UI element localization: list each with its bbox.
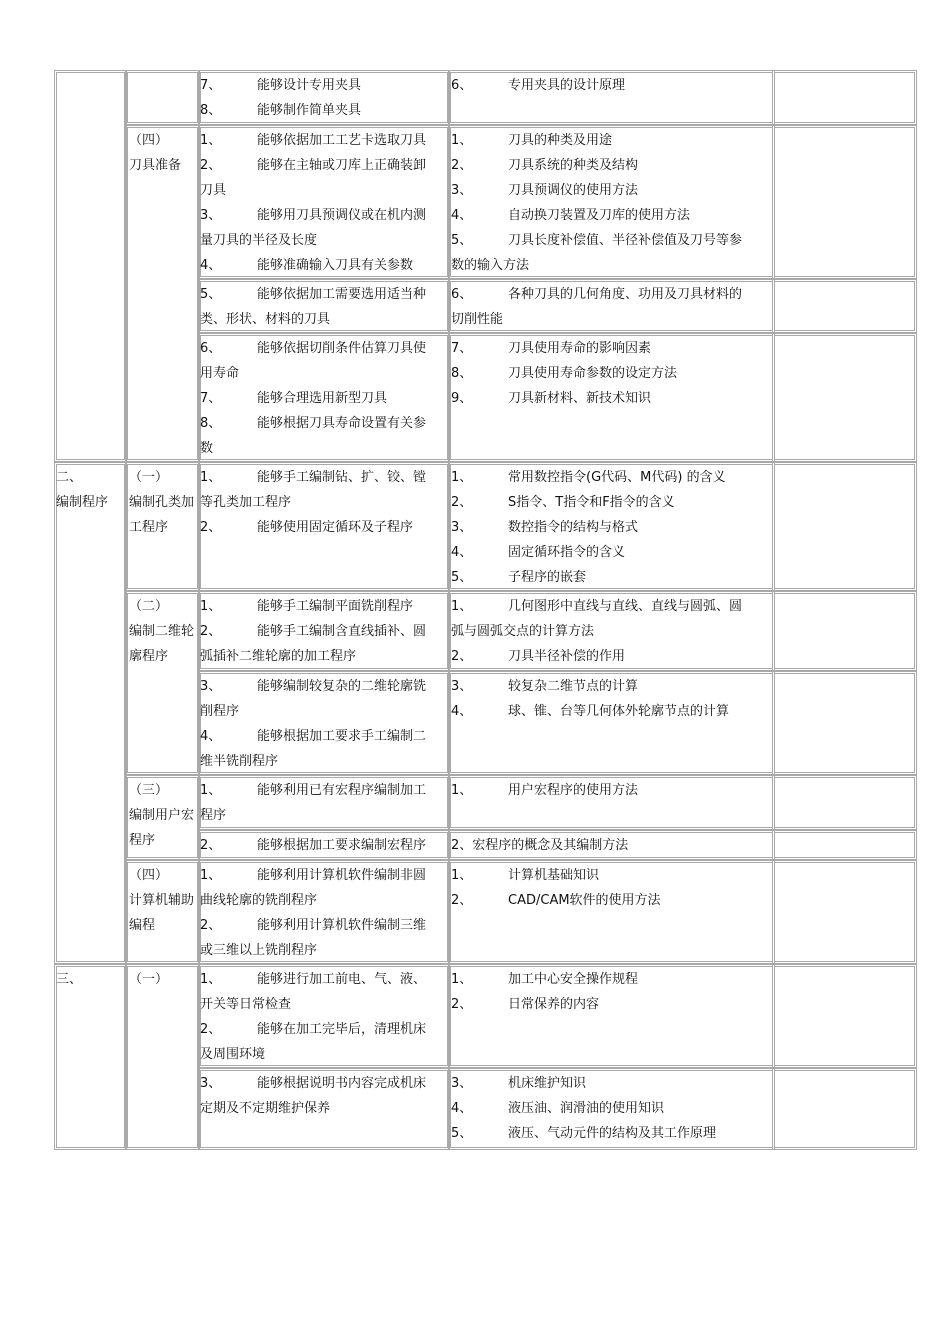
extra-cell [772, 964, 917, 1068]
item-text: 等孔类加工程序 [200, 495, 292, 510]
item-text: 量刀具的半径及长度 [200, 233, 318, 248]
item-text: 刀具 [200, 183, 227, 198]
text-line [200, 888, 426, 913]
text-line [200, 153, 426, 178]
extra-cell [772, 775, 917, 830]
item-text: 刀具预调仪的使用方法 [508, 183, 639, 198]
item-text: 日常保养的内容 [508, 997, 600, 1012]
item-text: 刀具的种类及用途 [508, 133, 613, 148]
text-line [200, 913, 426, 938]
item-text: 专用夹具的设计原理 [508, 78, 626, 93]
text-line [451, 336, 677, 361]
item-number: 2、 [200, 624, 222, 639]
text-line [451, 128, 742, 153]
text-line: 三、 [56, 972, 83, 987]
item-text: 能够根据刀具寿命设置有关参 [257, 416, 427, 431]
text-line [200, 253, 426, 278]
item-number: 1、 [200, 868, 222, 883]
item-text: 计算机基础知识 [508, 868, 600, 883]
item-text: 数 [200, 441, 214, 456]
extra-cell [772, 830, 917, 860]
text-line [200, 967, 426, 992]
item-number: 1、 [200, 783, 222, 798]
item-text: 刀具使用寿命的影响因素 [508, 341, 652, 356]
item-text: 较复杂二维节点的计算 [508, 679, 639, 694]
item-text: 能够在加工完毕后，清理机床 [257, 1022, 427, 1037]
text-line [451, 515, 726, 540]
text-line [451, 992, 638, 1017]
item-text: 能够依据加工需要选用适当种 [257, 287, 427, 302]
text-line [200, 336, 426, 361]
item-text: 及周围环境 [200, 1047, 266, 1062]
item-number: 2、 [451, 997, 473, 1012]
item-text: 数的输入方法 [451, 258, 530, 273]
item-text: 削程序 [200, 704, 240, 719]
text-line [451, 888, 661, 913]
text-line [451, 863, 661, 888]
item-text: 弧与圆弧交点的计算方法 [451, 624, 595, 639]
text-line: （四） [129, 133, 169, 148]
item-text: 开关等日常检查 [200, 997, 292, 1012]
item-number: 2、 [200, 520, 222, 535]
text-line [451, 778, 638, 803]
text-line: 工程序 [129, 520, 169, 535]
item-number: 5、 [200, 287, 222, 302]
extra-cell [772, 860, 917, 964]
item-text: 能够在主轴或刀库上正确装卸 [257, 158, 427, 173]
text-line [200, 1017, 426, 1042]
text-line [451, 386, 677, 411]
text-line [451, 1071, 716, 1096]
item-text: 或三维以上铣削程序 [200, 943, 318, 958]
item-number: 2、 [451, 495, 473, 510]
item-text: 能够利用已有宏程序编制加工 [257, 783, 427, 798]
item-number: 3、 [200, 1076, 222, 1091]
text-line [200, 282, 426, 307]
item-text: 常用数控指令(G代码、M代码) 的含义 [508, 470, 726, 485]
sub-category-cell [125, 70, 200, 125]
item-text: 维半铣削程序 [200, 754, 279, 769]
item-number: 4、 [451, 704, 473, 719]
item-text: 几何图形中直线与直线、直线与圆弧、圆 [508, 599, 743, 614]
text-line [200, 803, 426, 828]
text-line [200, 128, 426, 153]
item-number: 4、 [200, 258, 222, 273]
extra-cell [772, 462, 917, 591]
item-text: 刀具半径补偿的作用 [508, 649, 626, 664]
text-line [200, 228, 426, 253]
item-text: 能够用刀具预调仪或在机内测 [257, 208, 427, 223]
item-text: 用户宏程序的使用方法 [508, 783, 639, 798]
text-line: （三） [129, 783, 169, 798]
text-line [200, 749, 426, 774]
item-number: 5、 [451, 233, 473, 248]
extra-cell [772, 671, 917, 775]
item-number: 1、 [451, 133, 473, 148]
text-line [200, 411, 426, 436]
extra-cell [772, 591, 917, 671]
text-line [200, 1096, 426, 1121]
item-number: 1、 [200, 972, 222, 987]
text-line [451, 540, 726, 565]
category-cell [54, 70, 127, 462]
item-text: 液压、气动元件的结构及其工作原理 [508, 1126, 717, 1141]
item-number: 1、 [451, 470, 473, 485]
item-text: 能够利用计算机软件编制三维 [257, 918, 427, 933]
item-number: 2、 [200, 158, 222, 173]
item-number: 2、 [200, 1022, 222, 1037]
text-line [451, 699, 729, 724]
item-number: 4、 [451, 208, 473, 223]
text-line: （四） [129, 868, 169, 883]
text-line [451, 203, 742, 228]
item-text: 能够准确输入刀具有关参数 [257, 258, 414, 273]
extra-cell [772, 70, 917, 125]
item-number: 5、 [451, 1126, 473, 1141]
item-text: 能够手工编制钻、扩、铰、镗 [257, 470, 427, 485]
item-text: 能够合理选用新型刀具 [257, 391, 388, 406]
item-number: 2、 [451, 158, 473, 173]
item-text: 切削性能 [451, 312, 504, 327]
text-line [451, 674, 729, 699]
item-text: 液压油、润滑油的使用知识 [508, 1101, 665, 1116]
item-number: 8、 [200, 103, 222, 118]
item-text: 刀具长度补偿值、半径补偿值及刀号等参 [508, 233, 743, 248]
text-line [451, 307, 742, 332]
text-line [200, 436, 426, 461]
item-text: 能够手工编制含直线插补、圆 [257, 624, 427, 639]
item-number: 3、 [451, 679, 473, 694]
extra-cell [772, 1068, 917, 1150]
item-number: 1、 [200, 599, 222, 614]
item-number: 3、 [451, 520, 473, 535]
text-line [200, 203, 426, 228]
item-number: 2、 [451, 649, 473, 664]
text-line [200, 674, 426, 699]
item-text: 定期及不定期维护保养 [200, 1101, 331, 1116]
text-line: 廓程序 [129, 649, 169, 664]
item-text: 能够利用计算机软件编制非圆 [257, 868, 427, 883]
item-number: 3、 [451, 1076, 473, 1091]
text-line [200, 1071, 426, 1096]
text-line: （一） [129, 470, 169, 485]
text-line [200, 619, 426, 644]
item-text: 子程序的嵌套 [508, 570, 587, 585]
item-number: 1、 [200, 470, 222, 485]
item-number: 2、 [200, 918, 222, 933]
item-number: 9、 [451, 391, 473, 406]
text-line [200, 724, 426, 749]
text-line [200, 1042, 426, 1067]
item-number: 6、 [200, 341, 222, 356]
item-text: CAD/CAM软件的使用方法 [508, 893, 661, 908]
text-line: 刀具准备 [129, 158, 182, 173]
item-text: 能够进行加工前电、气、液、 [257, 972, 427, 987]
text-line: 编制程序 [56, 495, 109, 510]
category-cell [54, 462, 127, 964]
item-number: 3、 [451, 183, 473, 198]
text-line [200, 938, 426, 963]
text-line: （一） [129, 972, 169, 987]
text-line [451, 228, 742, 253]
text-line [451, 361, 677, 386]
item-text: 刀具系统的种类及结构 [508, 158, 639, 173]
item-text: 曲线轮廓的铣削程序 [200, 893, 318, 908]
item-text: 能够根据加工要求编制宏程序 [257, 838, 427, 853]
text-line [451, 644, 742, 669]
text-line [200, 98, 361, 123]
item-number: 1、 [451, 868, 473, 883]
text-line [451, 178, 742, 203]
text-line: 程序 [129, 833, 156, 848]
item-text: 能够手工编制平面铣削程序 [257, 599, 414, 614]
item-text: 加工中心安全操作规程 [508, 972, 639, 987]
item-number: 3、 [200, 679, 222, 694]
extra-cell [772, 333, 917, 462]
text-line [451, 153, 742, 178]
item-text: 2、宏程序的概念及其编制方法 [451, 838, 629, 853]
text-line [200, 992, 426, 1017]
item-number: 1、 [451, 599, 473, 614]
text-line [200, 386, 426, 411]
item-text: 类、形状、材料的刀具 [200, 312, 331, 327]
text-line: 二、 [56, 470, 83, 485]
text-line: 编制用户宏 [129, 808, 195, 823]
item-number: 8、 [451, 366, 473, 381]
item-number: 6、 [451, 287, 473, 302]
text-line [200, 863, 426, 888]
text-line: 计算机辅助 [129, 893, 195, 908]
text-line [451, 565, 726, 590]
item-text: 刀具使用寿命参数的设定方法 [508, 366, 678, 381]
item-number: 6、 [451, 78, 473, 93]
text-line [451, 594, 742, 619]
text-line [200, 699, 426, 724]
item-text: 能够根据加工要求手工编制二 [257, 729, 427, 744]
item-number: 2、 [200, 838, 222, 853]
extra-cell [772, 279, 917, 333]
item-number: 1、 [451, 783, 473, 798]
text-line: 编程 [129, 918, 156, 933]
text-line [200, 833, 426, 858]
extra-cell [772, 125, 917, 279]
item-text: 刀具新材料、新技术知识 [508, 391, 652, 406]
item-text: 能够依据加工工艺卡选取刀具 [257, 133, 427, 148]
item-number: 1、 [451, 972, 473, 987]
text-line [451, 619, 742, 644]
item-text: 弧插补二维轮廓的加工程序 [200, 649, 357, 664]
item-number: 4、 [451, 545, 473, 560]
item-number: 3、 [200, 208, 222, 223]
item-number: 7、 [200, 391, 222, 406]
item-number: 4、 [451, 1101, 473, 1116]
text-line [200, 778, 426, 803]
text-line [451, 1096, 716, 1121]
item-number: 5、 [451, 570, 473, 585]
text-line [200, 361, 426, 386]
item-text: 能够设计专用夹具 [257, 78, 362, 93]
text-line [451, 465, 726, 490]
text-line [200, 465, 426, 490]
text-line [200, 644, 426, 669]
item-text: 数控指令的结构与格式 [508, 520, 639, 535]
item-text: 能够使用固定循环及子程序 [257, 520, 414, 535]
item-text: 自动换刀装置及刀库的使用方法 [508, 208, 691, 223]
item-text: 固定循环指令的含义 [508, 545, 626, 560]
item-number: 7、 [451, 341, 473, 356]
item-text: 各种刀具的几何角度、功用及刀具材料的 [508, 287, 743, 302]
item-number: 7、 [200, 78, 222, 93]
item-number: 4、 [200, 729, 222, 744]
item-number: 2、 [451, 893, 473, 908]
text-line [451, 73, 625, 98]
text-line [451, 253, 742, 278]
text-line [451, 282, 742, 307]
item-text: 用寿命 [200, 366, 240, 381]
item-number: 1、 [200, 133, 222, 148]
text-line [200, 178, 426, 203]
item-text: S指令、T指令和F指令的含义 [508, 495, 675, 510]
text-line [451, 967, 638, 992]
item-text: 球、锥、台等几何体外轮廓节点的计算 [508, 704, 730, 719]
text-line [200, 490, 426, 515]
text-line [200, 73, 361, 98]
text-line [200, 307, 426, 332]
item-text: 能够依据切削条件估算刀具使 [257, 341, 427, 356]
text-line: 编制孔类加 [129, 495, 195, 510]
item-text: 能够编制较复杂的二维轮廓铣 [257, 679, 427, 694]
text-line [200, 594, 426, 619]
text-line: 编制二维轮 [129, 624, 195, 639]
item-text: 程序 [200, 808, 227, 823]
text-line [451, 1121, 716, 1146]
text-line [451, 490, 726, 515]
item-text: 能够制作简单夹具 [257, 103, 362, 118]
item-text: 机床维护知识 [508, 1076, 587, 1091]
item-number: 8、 [200, 416, 222, 431]
text-line [200, 515, 426, 540]
text-line: （二） [129, 599, 169, 614]
item-text: 能够根据说明书内容完成机床 [257, 1076, 427, 1091]
text-line [451, 833, 628, 858]
